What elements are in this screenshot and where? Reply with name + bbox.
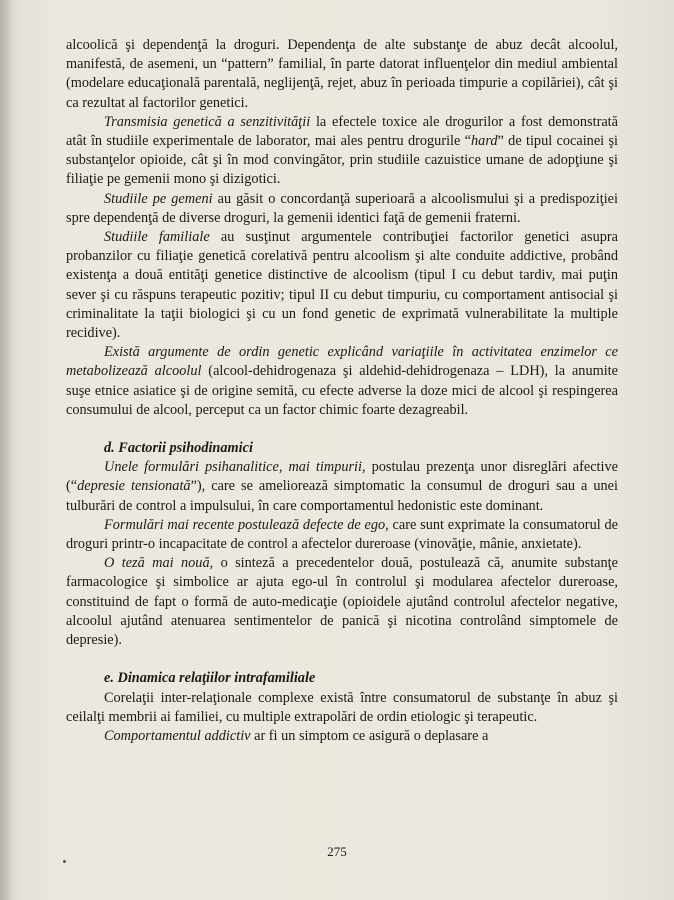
page-speck bbox=[63, 860, 66, 863]
paragraph-lead: Comportamentul addictiv bbox=[104, 727, 251, 744]
paragraph-twin-studies bbox=[66, 190, 618, 228]
page-gutter-shadow bbox=[0, 0, 12, 900]
paragraph-text: ” de tipul cocainei şi substanţelor opioide, cât şi în mod convingător, prin studiile cazuistice umane de adopţiune şi filiaţie pe gemenii mono şi dizigotici. bbox=[66, 133, 618, 188]
paragraph-addictive-behavior bbox=[66, 727, 618, 746]
paragraph-emphasis: depresie tensionată bbox=[77, 478, 191, 495]
paragraph-lead: Studiile familiale bbox=[104, 229, 210, 246]
paragraph-text: ”), care se ameliorează simptomatic la consumul de droguri sau a unei tulburări de control a impulsului, în care comportamentul hedonistic este dominant. bbox=[66, 478, 618, 514]
paragraph-text: au găsit o concordanţă superioară a alcoolismului şi a predispoziţiei spre dependenţă de diverse droguri, la gemenii identici faţă de gemenii fraterni. bbox=[66, 190, 618, 226]
paragraph-lead: O teză mai nouă, bbox=[104, 555, 214, 572]
section-heading-e: e. Dinamica relaţiilor intrafamiliale bbox=[104, 670, 316, 687]
section-heading-d: d. Factorii psihodinamici bbox=[104, 440, 253, 457]
paragraph-lead: Unele formulări psihanalitice, mai timpurii, bbox=[104, 459, 366, 476]
paragraph-psychoanalytic bbox=[66, 458, 618, 516]
paragraph-ego-defects bbox=[66, 516, 618, 554]
paragraph-text: postulau prezenţa unor disreglări afective (“ bbox=[66, 459, 618, 495]
paragraph-lead: Studiile pe gemeni bbox=[104, 190, 213, 207]
paragraph-enzymes bbox=[66, 343, 618, 420]
paragraph-lead: Transmisia genetică a senzitivităţii bbox=[104, 113, 311, 130]
paragraph-text: o sinteză a precedentelor două, postulează că, anumite substanţe farmacologice şi simbolice ar ajuta ego-ul în controlul şi modularea afectelor dureroase, constituind de fapt o formă de auto-medicaţie (opioidele ajutând controlul afectelor negative, alcoolul ajutând atenuarea sentimentelor de panică şi nicotina controlând simptomele de depresie). bbox=[66, 555, 618, 649]
paragraph-text: ar fi un simptom ce asigură o deplasare a bbox=[250, 727, 489, 744]
paragraph-lead: Există argumente de ordin genetic explicând variaţiile în activitatea enzimelor ce metabolizează alcoolul bbox=[66, 344, 618, 380]
paragraph-text: au susţinut argumentele contribuţiei factorilor genetici asupra probanzilor cu filiaţie genetică corelativă pentru alcoolism şi alte conduite addictive, probând existenţa a două entităţi genetice distinctive de alcoolism (tipul I cu debut tardiv, mai puţin sever şi cu răspuns terapeutic pozitiv; tipul II cu debut timpuriu, cu comportament antisocial şi criminalitate la taţii biologici şi cu un fond genetic de exprimată vulnerabilitate la multiple recidive). bbox=[66, 229, 618, 342]
paragraph-text: (alcool-dehidrogenaza şi aldehid-dehidrogenaza – LDH), la anumite suşe etnice asiatice şi de origine semită, cu efecte adverse la doze mici de alcool şi respingerea consumului de alcool, perceput ca un factor chimic foarte dezagreabil. bbox=[66, 363, 618, 418]
paragraph-continuation: alcoolică şi dependenţă la droguri. Dependenţa de alte substanţe de abuz decât alcoolul, manifestă, de asemeni, un “pattern” familial, în parte datorat influenţelor din mediul ambiental (modelare educaţională parentală, neglijenţă, rejet, abuz în perioada timpurie a copilăriei), cât şi ca rezultat al factorilor genetici. bbox=[66, 37, 618, 111]
paragraph-lead: Formulări mai recente postulează defecte de ego, bbox=[104, 516, 389, 533]
page-number: 275 bbox=[327, 844, 347, 859]
paragraph-text: la efectele toxice ale drogurilor a fost demonstrată atât în studiile experimentale de laborator, mai ales pentru drogurile “ bbox=[66, 113, 618, 150]
paragraph-new-thesis bbox=[66, 554, 618, 650]
page-content bbox=[66, 36, 618, 746]
paragraph-text: care sunt exprimate la consumatorul de droguri printr-o incapacitate de control a afectelor dureroase (vinovăţie, mânie, anxietate). bbox=[66, 516, 618, 553]
paragraph-emphasis: hard bbox=[471, 133, 498, 150]
paragraph-text: Corelaţii inter-relaţionale complexe există între consumatorul de substanţe în abuz şi ceilalţi membrii ai familiei, cu multiple extrapolări de ordin etiologic şi terapeutic. bbox=[66, 689, 618, 725]
paragraph-family-studies bbox=[66, 228, 618, 343]
paragraph-correlations bbox=[66, 689, 618, 727]
paragraph-genetic-transmission bbox=[66, 113, 618, 190]
